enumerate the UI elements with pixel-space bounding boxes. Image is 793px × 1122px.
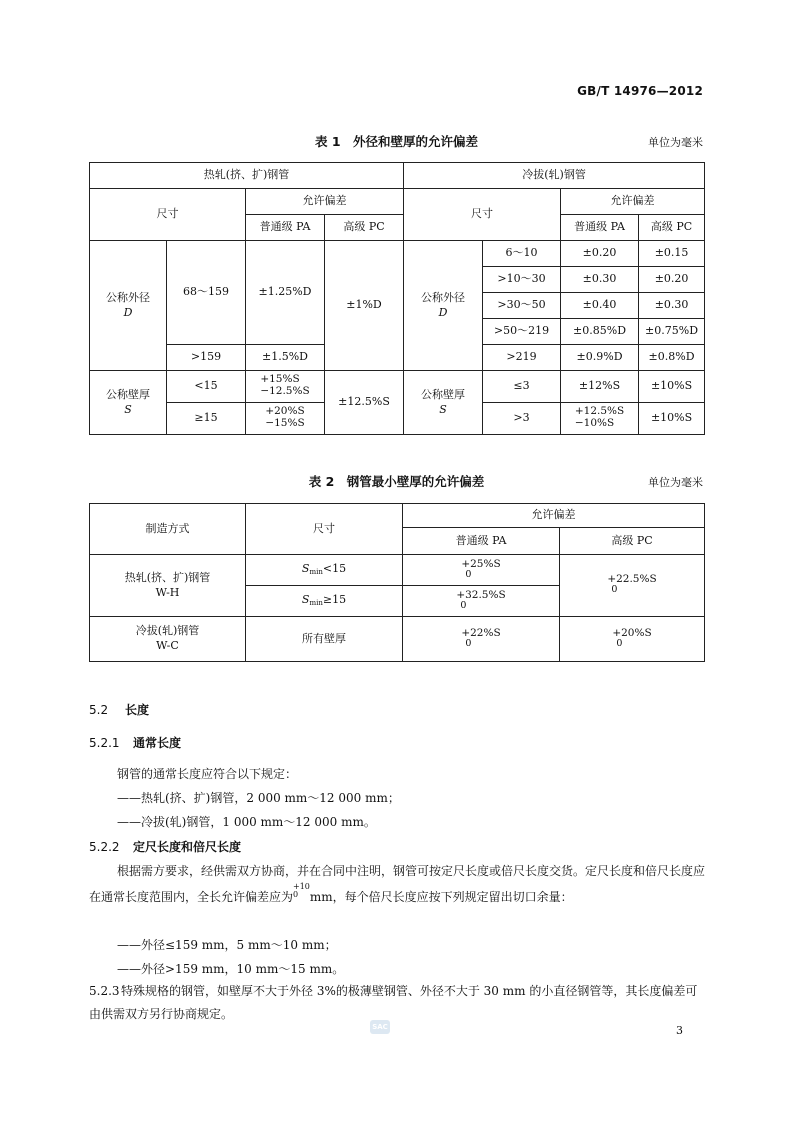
t2-pc-header: 高级 PC <box>560 528 705 555</box>
cold-od-pc: ±0.8%D <box>639 345 705 371</box>
cold-wt-r2-size: >3 <box>483 403 561 435</box>
cold-pa-header: 普通级 PA <box>561 215 639 241</box>
table2-caption: 表 2 钢管最小壁厚的允许偏差 <box>308 474 485 489</box>
t2-r1a-size: $S_{min}<15$ <box>246 555 403 586</box>
cold-od-pc: ±0.15 <box>639 241 705 267</box>
cold-wt-r1-pc: ±10%S <box>639 371 705 403</box>
t2-tolerance-header: 允许偏差 <box>403 504 705 528</box>
hot-pa-header: 普通级 PA <box>246 215 325 241</box>
cold-wt-r1-pa: ±12%S <box>561 371 639 403</box>
hot-wt-pc: ±12.5%S <box>325 371 404 435</box>
cold-od-size: >219 <box>483 345 561 371</box>
hot-wt-r2-pa: +20%S −15%S <box>246 403 325 435</box>
cold-od-pa: ±0.30 <box>561 267 639 293</box>
cold-od-size: >50～219 <box>483 319 561 345</box>
cold-size-header: 尺寸 <box>404 189 561 241</box>
t2-r2-pa: +22%S 0 <box>403 617 560 662</box>
t2-r1a-pa: +25%S 0 <box>403 555 560 586</box>
t2-r2-pc: +20%S 0 <box>560 617 705 662</box>
t2-r1-method: 热轧(挤、扩)钢管 W-H <box>90 555 246 617</box>
hot-od-r2-pa: ±1.5%D <box>246 345 325 371</box>
cold-wt-r2-pc: ±10%S <box>639 403 705 435</box>
sac-logo: SAC <box>370 1020 390 1034</box>
table2-unit: 单位为毫米 <box>648 476 703 489</box>
table1 <box>89 162 705 435</box>
table1-caption: 表 1 外径和壁厚的允许偏差 <box>314 134 479 149</box>
t2-r2-size: 所有壁厚 <box>246 617 403 662</box>
para-5-2-3: 5.2.3特殊规格的钢管，如壁厚不大于外径 3%的极薄壁钢管、外径不大于 30 mm 的小直径钢管等，其长度偏差可由供需双方另行协商规定。 <box>89 984 698 1021</box>
cold-od-size: >10～30 <box>483 267 561 293</box>
cold-wt-r2-pa: +12.5%S −10%S <box>561 403 639 435</box>
page-number: 3 <box>676 1024 683 1037</box>
bullet-cold-drawn: ——冷拔(轧)钢管，1 000 mm～12 000 mm。 <box>117 815 376 829</box>
hot-od-r2-size: >159 <box>167 345 246 371</box>
para-5-2-1 <box>117 762 707 834</box>
hot-wt-label: 公称壁厚 S <box>90 371 167 435</box>
cold-wt-r1-size: ≤3 <box>483 371 561 403</box>
hot-title: 热轧(挤、扩)钢管 <box>90 163 404 189</box>
hot-tolerance-header: 允许偏差 <box>246 189 404 215</box>
cold-od-pc: ±0.20 <box>639 267 705 293</box>
t2-size-header: 尺寸 <box>246 504 403 555</box>
standard-number: GB/T 14976—2012 <box>577 84 703 98</box>
hot-wt-r2-size: ≥15 <box>167 403 246 435</box>
para-5-2-1-intro: 钢管的通常长度应符合以下规定： <box>117 767 298 781</box>
cold-title: 冷拔(轧)钢管 <box>404 163 705 189</box>
hot-wt-r1-pa: +15%S −12.5%S <box>246 371 325 403</box>
hot-pc-header: 高级 PC <box>325 215 404 241</box>
hot-od-pc: ±1%D <box>325 241 404 371</box>
cold-pc-header: 高级 PC <box>639 215 705 241</box>
hot-od-r1-pa: ±1.25%D <box>246 241 325 345</box>
para-5-2-2: 根据需方要求，经供需双方协商，并在合同中注明，钢管可按定尺长度或倍尺长度交货。定尺长度和倍尺长度应在通常长度范围内，全长允许偏差应为+10 0 mm，每个倍尺长度应按下列规定留出切口余量： <box>89 864 706 904</box>
cold-od-pa: ±0.9%D <box>561 345 639 371</box>
cold-od-pa: ±0.40 <box>561 293 639 319</box>
hot-od-label: 公称外径 D <box>90 241 167 371</box>
table2 <box>89 503 705 662</box>
cold-od-pa: ±0.20 <box>561 241 639 267</box>
cold-tolerance-header: 允许偏差 <box>561 189 705 215</box>
t2-r2-method: 冷拔(轧)钢管 W-C <box>90 617 246 662</box>
bullet-od-large: ——外径>159 mm，10 mm～15 mm。 <box>117 962 345 976</box>
t2-r1b-size: $S_{min}\ge 15$ <box>246 586 403 617</box>
hot-wt-r1-size: <15 <box>167 371 246 403</box>
t2-r1-pc: +22.5%S 0 <box>560 555 705 617</box>
cold-od-pa: ±0.85%D <box>561 319 639 345</box>
hot-size-header: 尺寸 <box>90 189 246 241</box>
bullets-5-2-2 <box>117 933 707 981</box>
bullet-hot-rolled: ——热轧(挤、扩)钢管，2 000 mm～12 000 mm； <box>117 791 400 805</box>
bullet-od-small: ——外径≤159 mm，5 mm～10 mm； <box>117 938 337 952</box>
cold-wt-label: 公称壁厚 S <box>404 371 483 435</box>
cold-od-label: 公称外径 D <box>404 241 483 371</box>
cold-od-pc: ±0.75%D <box>639 319 705 345</box>
heading-5-2: 5.2 长度 <box>89 703 150 717</box>
t2-r1b-pa: +32.5%S 0 <box>403 586 560 617</box>
t2-method-header: 制造方式 <box>90 504 246 555</box>
heading-5-2-2: 5.2.2 定尺长度和倍尺长度 <box>89 840 242 854</box>
cold-od-size: 6～10 <box>483 241 561 267</box>
hot-od-r1-size: 68～159 <box>167 241 246 345</box>
t2-pa-header: 普通级 PA <box>403 528 560 555</box>
heading-5-2-1: 5.2.1 通常长度 <box>89 736 182 750</box>
cold-od-size: >30～50 <box>483 293 561 319</box>
cold-od-pc: ±0.30 <box>639 293 705 319</box>
table1-unit: 单位为毫米 <box>648 136 703 149</box>
